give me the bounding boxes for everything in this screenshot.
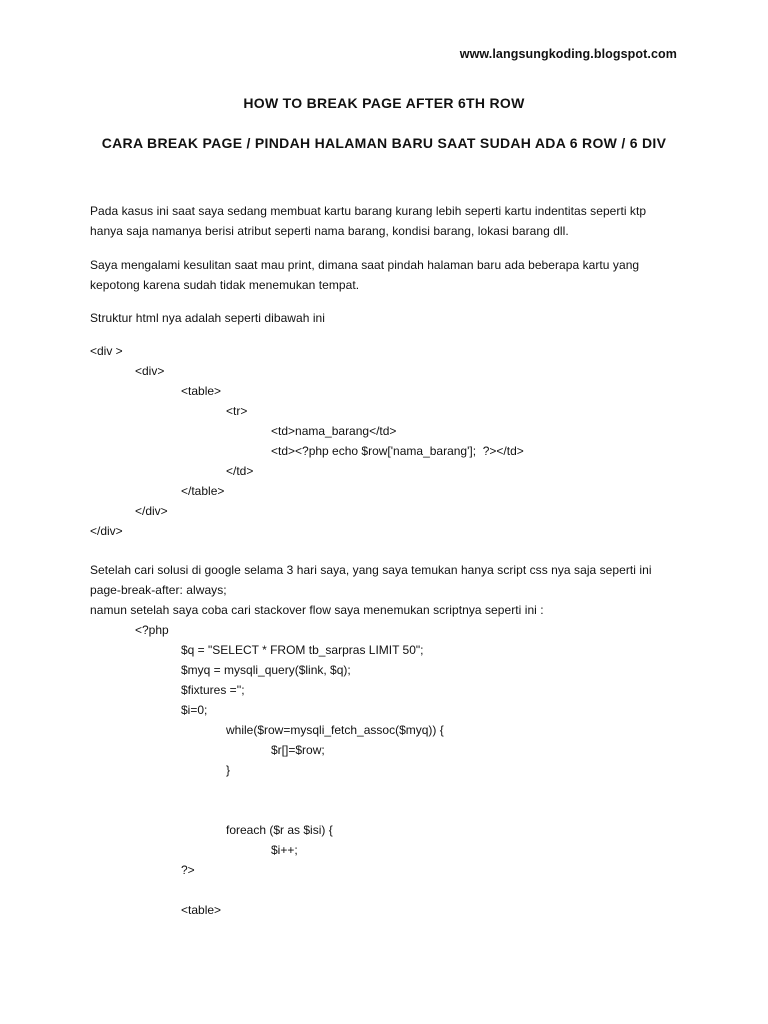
paragraph-problem (90, 255, 690, 295)
blank-line (90, 800, 444, 820)
code-line: $i++; (271, 843, 298, 857)
paragraph-line: Struktur html nya adalah seperti dibawah ini (90, 311, 325, 325)
code-line: <table> (181, 384, 222, 398)
code-line: while($row=mysqli_fetch_assoc($myq)) { (226, 723, 444, 737)
paragraph-line: kepotong karena sudah tidak menemukan tempat. (90, 278, 360, 292)
paragraph-intro (90, 201, 690, 241)
code-line: <div > (90, 344, 123, 358)
code-line: $q = "SELECT * FROM tb_sarpras LIMIT 50"; (181, 643, 424, 657)
code-line: <td>nama_barang</td> (271, 424, 397, 438)
html-code-block (90, 341, 524, 541)
code-line: ?> (181, 863, 195, 877)
site-url: www.langsungkoding.blogspot.com (459, 47, 677, 61)
paragraph-solution (90, 560, 690, 620)
code-line: </div> (90, 524, 123, 538)
code-line: <table> (181, 903, 222, 917)
paragraph-line: Saya mengalami kesulitan saat mau print, dimana saat pindah halaman baru ada beberapa kartu yang (90, 258, 640, 272)
paragraph-line: Pada kasus ini saat saya sedang membuat kartu barang kurang lebih seperti kartu indentitas seperti ktp (90, 204, 647, 218)
paragraph-structure (90, 308, 690, 328)
code-line: </table> (181, 484, 225, 498)
paragraph-line: hanya saja namanya berisi atribut seperti nama barang, kondisi barang, lokasi barang dll. (90, 224, 569, 238)
code-line: foreach ($r as $isi) { (226, 823, 333, 837)
code-line: <td><?php echo $row['nama_barang']; ?></td> (271, 444, 524, 458)
paragraph-line: namun setelah saya coba cari stackover flow saya menemukan scriptnya seperti ini : (90, 603, 544, 617)
code-line: $fixtures =''; (181, 683, 245, 697)
code-line: $myq = mysqli_query($link, $q); (181, 663, 351, 677)
code-line: <?php (135, 623, 169, 637)
paragraph-line: Setelah cari solusi di google selama 3 hari saya, yang saya temukan hanya script css nya saja seperti ini (90, 563, 652, 577)
code-line: <tr> (226, 404, 248, 418)
blank-line (90, 880, 444, 900)
paragraph-line: page-break-after: always; (90, 583, 227, 597)
page-subtitle: CARA BREAK PAGE / PINDAH HALAMAN BARU SAAT SUDAH ADA 6 ROW / 6 DIV (101, 135, 667, 151)
code-line: $i=0; (181, 703, 208, 717)
blank-line (90, 780, 444, 800)
php-code-block (90, 620, 444, 920)
code-line: $r[]=$row; (271, 743, 325, 757)
code-line: </div> (135, 504, 168, 518)
code-line: </td> (226, 464, 254, 478)
page-title: HOW TO BREAK PAGE AFTER 6TH ROW (243, 95, 525, 111)
code-line: } (226, 763, 231, 777)
code-line: <div> (135, 364, 165, 378)
